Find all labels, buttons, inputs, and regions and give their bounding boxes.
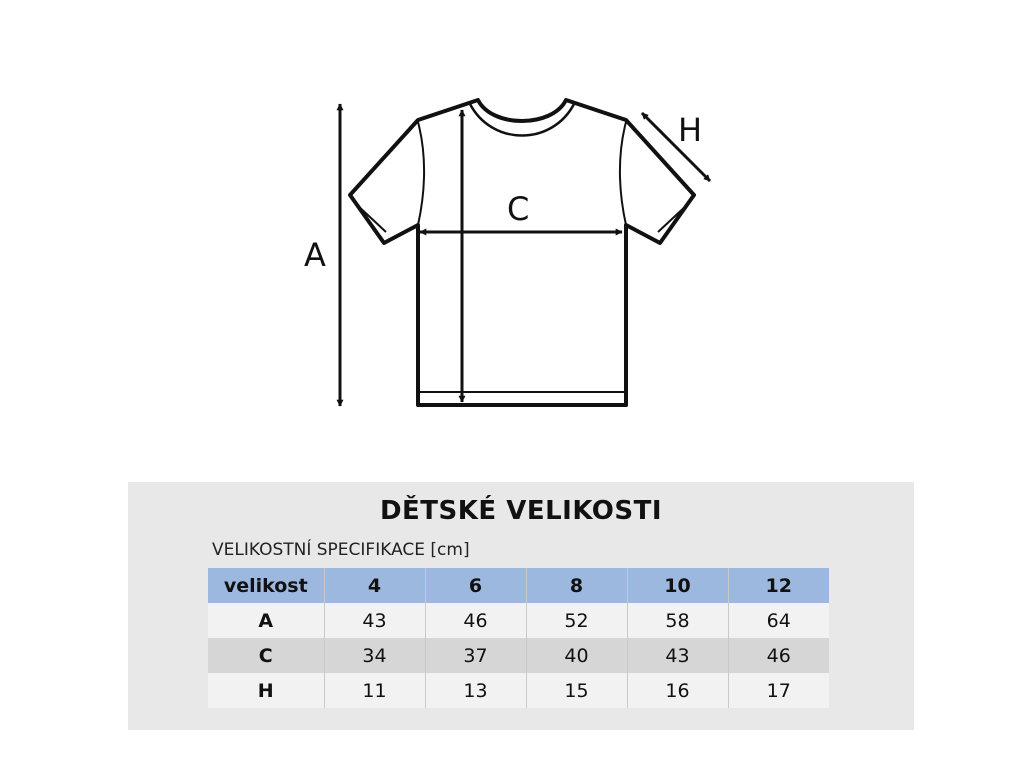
header-cell-size: 4 <box>324 568 425 603</box>
size-table <box>208 568 829 708</box>
row-label: A <box>208 603 324 638</box>
table-cell: 11 <box>324 673 425 708</box>
table-cell: 43 <box>324 603 425 638</box>
header-cell-size: 10 <box>627 568 728 603</box>
table-cell: 64 <box>728 603 829 638</box>
label-c: C <box>507 190 530 228</box>
table-row-c <box>208 638 829 673</box>
table-cell: 52 <box>526 603 627 638</box>
row-label: H <box>208 673 324 708</box>
label-h: H <box>678 111 703 149</box>
size-chart-panel <box>128 482 914 730</box>
table-cell: 43 <box>627 638 728 673</box>
header-cell-size: 8 <box>526 568 627 603</box>
table-cell: 16 <box>627 673 728 708</box>
table-cell: 15 <box>526 673 627 708</box>
size-chart-subtitle: VELIKOSTNÍ SPECIFIKACE [cm] <box>212 540 470 560</box>
table-cell: 37 <box>425 638 526 673</box>
table-cell: 58 <box>627 603 728 638</box>
table-header-row <box>208 568 829 603</box>
table-cell: 46 <box>425 603 526 638</box>
table-row-h <box>208 673 829 708</box>
table-row-a <box>208 603 829 638</box>
header-cell-size-label: velikost <box>208 568 324 603</box>
table-cell: 17 <box>728 673 829 708</box>
size-chart-title: DĚTSKÉ VELIKOSTI <box>379 496 663 526</box>
header-cell-size: 12 <box>728 568 829 603</box>
table-cell: 34 <box>324 638 425 673</box>
row-label: C <box>208 638 324 673</box>
header-cell-size: 6 <box>425 568 526 603</box>
label-a: A <box>304 236 326 274</box>
table-cell: 40 <box>526 638 627 673</box>
table-cell: 13 <box>425 673 526 708</box>
table-cell: 46 <box>728 638 829 673</box>
